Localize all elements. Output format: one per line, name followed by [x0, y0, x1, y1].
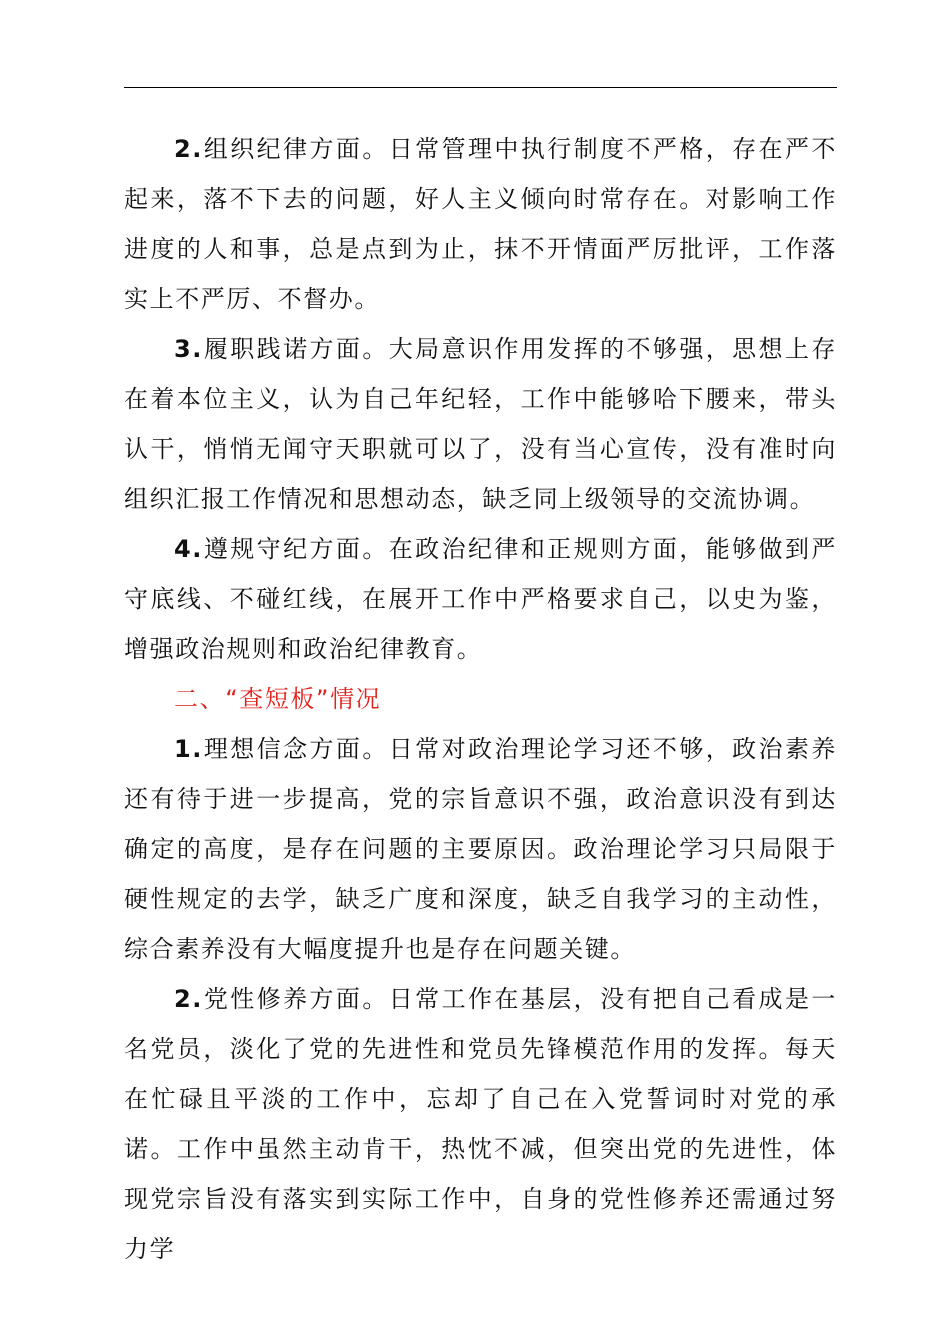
item-number: 2.	[174, 135, 204, 163]
item-number: 3.	[174, 335, 204, 363]
item-number: 1.	[174, 735, 204, 763]
item-number: 4.	[174, 535, 204, 563]
paragraph-organization-discipline	[124, 124, 837, 324]
paragraph-party-spirit	[124, 974, 837, 1274]
paragraph-text: 党性修养方面。日常工作在基层，没有把自己看成是一名党员，淡化了党的先进性和党员先锋模范作用的发挥。每天在忙碌且平淡的工作中，忘却了自己在入党誓词时对党的承诺。工作中虽然主动肯干，热忱不减，但突出党的先进性，体现党宗旨没有落实到实际工作中，自身的党性修养还需通过努力学	[124, 985, 837, 1263]
paragraph-text: 遵规守纪方面。在政治纪律和正规则方面，能够做到严守底线、不碰红线，在展开工作中严格要求自己，以史为鉴，增强政治规则和政治纪律教育。	[124, 535, 837, 663]
document-body	[124, 124, 837, 1274]
paragraph-text: 理想信念方面。日常对政治理论学习还不够，政治素养还有待于进一步提高，党的宗旨意识不强，政治意识没有到达确定的高度，是存在问题的主要原因。政治理论学习只局限于硬性规定的去学，缺乏广度和深度，缺乏自我学习的主动性，综合素养没有大幅度提升也是存在问题关键。	[124, 735, 837, 963]
paragraph-text: 履职践诺方面。大局意识作用发挥的不够强，思想上存在着本位主义，认为自己年纪轻，工作中能够哈下腰来，带头认干，悄悄无闻守天职就可以了，没有当心宣传，没有准时向组织汇报工作情况和思想动态，缺乏同上级领导的交流协调。	[124, 335, 837, 513]
paragraph-ideals-beliefs	[124, 724, 837, 974]
item-number: 2.	[174, 985, 204, 1013]
paragraph-duty-performance	[124, 324, 837, 524]
section-heading: 二、“查短板”情况	[174, 685, 382, 713]
header-rule	[124, 87, 837, 88]
paragraph-rules-discipline	[124, 524, 837, 674]
paragraph-text: 组织纪律方面。日常管理中执行制度不严格，存在严不起来，落不下去的问题，好人主义倾向时常存在。对影响工作进度的人和事，总是点到为止，抹不开情面严厉批评，工作落实上不严厉、不督办。	[124, 135, 837, 313]
